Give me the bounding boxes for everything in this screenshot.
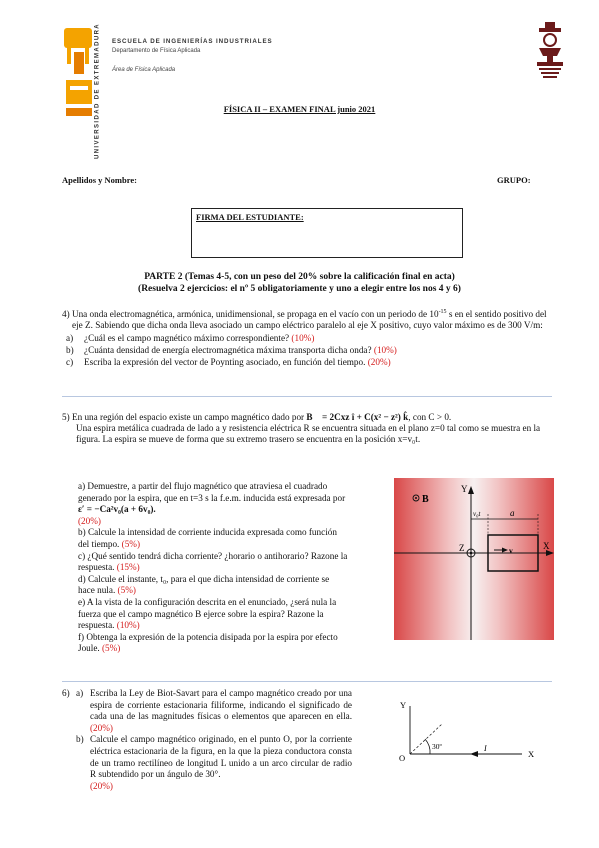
part-title: [0, 271, 599, 295]
group-label: GRUPO:: [497, 175, 531, 185]
school-block: [112, 38, 273, 74]
school-crest: [533, 22, 567, 80]
v-label: v: [509, 546, 513, 555]
b-label: B: [422, 494, 429, 505]
q5-figure: [394, 478, 554, 640]
angle-label: 30º: [432, 742, 442, 751]
q5-description: Una espira metálica cuadrada de lado a y resistencia eléctrica R se encuentra situada en el plano z=0 tal como se muestra en la figura. La espira se mueve de forma que su extremo trasero se encuentra en la posición x=v₀t.: [76, 423, 541, 445]
y-label: Y: [461, 484, 468, 494]
signature-box[interactable]: [191, 208, 463, 258]
q5-item-e: e) A la vista de la configuración descrita en el enunciado, ¿será nula la fuerza que el campo magnético B ejerce sobre la espira? Razone la respuesta. (10%): [78, 596, 337, 631]
x-label: X: [543, 541, 550, 551]
q6-figure: [392, 694, 552, 772]
school-name: ESCUELA DE INGENIERÍAS INDUSTRIALES: [112, 38, 273, 45]
arc: [425, 739, 430, 754]
q6-item-b: b) Calcule el campo magnético originado, en el punto O, por la corriente eléctrica estacionaria de la figura, en la que la pieza conductora consta de un tramo rectilíneo de longitud L unido a un arco circular de radio R subtendido por un ángulo de 30°. (20%): [76, 734, 352, 791]
university-vertical-label: UNIVERSIDAD DE EXTREMADURA: [94, 22, 101, 160]
q6-item-a: 6) a) Escriba la Ley de Biot-Savart para el campo magnético creado por una espira de corriente estacionaria filiforme, indicando el significado de cada una de las magnitudes físicas o elementos que aparecen en ella. (20%): [62, 688, 352, 733]
a-label: a: [510, 508, 515, 518]
o-label: O: [399, 753, 406, 763]
q4-intro: 4) Una onda electromagnética, armónica, unidimensional, se propaga en el vacío con un periodo de $10^{-15}$ s en el sentido positivo del eje Z. Sabiendo que dicha onda lleva asociado un campo eléctrico paralelo al eje X positivo, cuyo valor máximo es de 300 V/m:: [62, 309, 547, 331]
q5-item-b: b) Calcule la intensidad de corriente inducida expresada como función del tiempo. (5%): [78, 527, 337, 549]
area-name: Área de Física Aplicada: [112, 66, 176, 73]
y-label: Y: [400, 700, 407, 710]
section-divider: [62, 396, 552, 397]
question-5-items: [78, 481, 348, 655]
q5-item-d: d) Calcule el instante, t₀, para el que dicha intensidad de corriente se hace nula. (5%): [78, 573, 330, 596]
field-region: [394, 478, 554, 640]
name-label: Apellidos y Nombre:: [62, 175, 137, 185]
section-divider-2: [62, 681, 552, 682]
q5-item-f: f) Obtenga la expresión de la potencia disipada por la espira por efecto Joule. (5%): [78, 631, 338, 654]
question-5-intro: 5) En una región del espacio existe un campo magnético dado por B⃗ = 2Cxz î + C(x² − z²) k̂, con C > 0. Una espira metálica cuadrada de lado a y resistencia eléctrica R se encuentra situada en el plano z=0 tal como se muestra en la figura. La espira se mueve de forma que su extremo trasero se encuentra en la posición x=v₀t.: [62, 412, 552, 446]
x-label: X: [528, 749, 535, 759]
z-label: Z: [459, 543, 465, 553]
question-4: [62, 309, 552, 368]
vt-label: v₀t: [473, 510, 481, 518]
exam-title: FÍSICA II – EXAMEN FINAL junio 2021: [223, 104, 376, 114]
q5-item-a: a) Demuestre, a partir del flujo magnético que atraviesa el cuadrado generado por la espira, que en t=3 s la f.e.m. inducida está expresada por ε′ = −Ca²v₀(a + 6v₀). (20%): [78, 481, 346, 526]
current-label: I: [484, 744, 487, 753]
q4-item-c: c) Escriba la expresión del vector de Poynting asociado, en función del tiempo. (20%): [66, 356, 391, 367]
part-title-line2: (Resuelva 2 ejercicios: el nº 5 obligatoriamente y uno a elegir entre los nos 4 y 6): [138, 284, 461, 295]
q4-item-a: a) ¿Cuál es el campo magnético máximo correspondiente? (10%): [66, 332, 315, 343]
field-expression: B⃗ = 2Cxz î + C(x² − z²) k̂: [306, 412, 409, 422]
q4-item-b: b) ¿Cuánta densidad de energía electromagnética máxima transporta dicha onda? (10%): [66, 344, 397, 355]
q5-item-c: c) ¿Qué sentido tendrá dicha corriente? ¿horario o antihorario? Razone la respuesta. (15%): [78, 550, 348, 573]
part-title-line1: PARTE 2 (Temas 4-5, con un peso del 20% sobre la calificación final en acta): [144, 272, 455, 282]
department-name: Departamento de Física Aplicada: [112, 47, 201, 54]
question-6: [62, 688, 352, 792]
signature-label: FIRMA DEL ESTUDIANTE:: [196, 212, 304, 222]
